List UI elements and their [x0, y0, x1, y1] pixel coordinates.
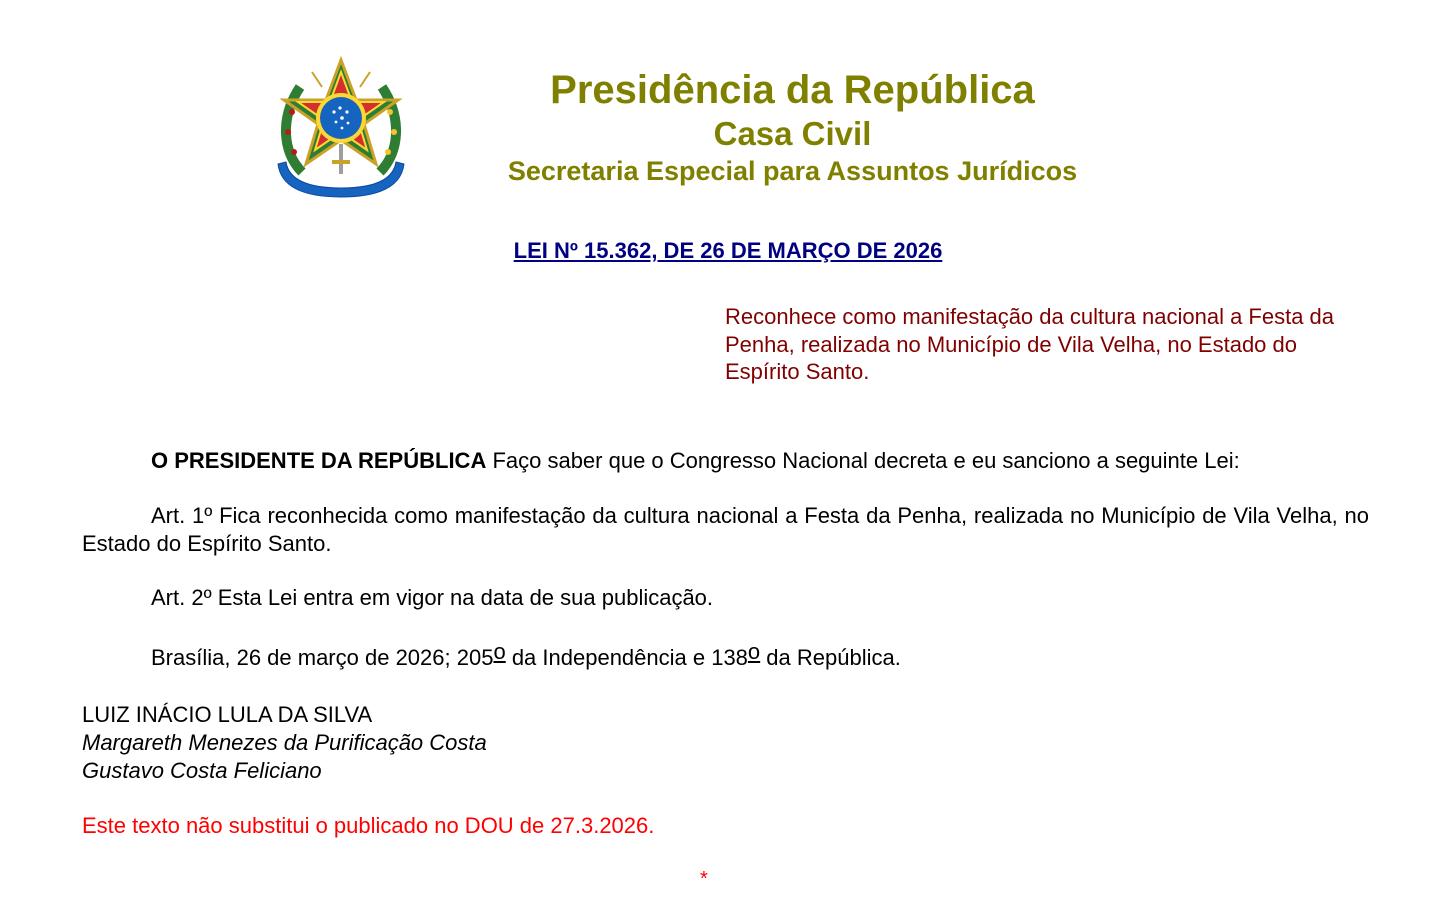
signature-president: LUIZ INÁCIO LULA DA SILVA	[82, 702, 373, 727]
date-part-3: da República.	[760, 645, 901, 670]
ordinal-indicator: o	[747, 639, 761, 664]
signatures-block	[82, 701, 487, 785]
header-presidencia: Presidência da República	[550, 68, 1035, 112]
header-secretaria: Secretaria Especial para Assuntos Jurídicos	[507, 156, 1078, 186]
date-part-1: Brasília, 26 de março de 2026; 205	[151, 645, 494, 670]
footer-asterisk: *	[700, 868, 708, 890]
signature-minister-1: Margareth Menezes da Purificação Costa	[82, 730, 487, 755]
law-ementa: Reconhece como manifestação da cultura nacional a Festa da Penha, realizada no Município de Vila Velha, no Estado do Espírito Santo.	[725, 304, 1335, 384]
date-part-2: da Independência e 138	[505, 645, 748, 670]
article-1: Art. 1º Fica reconhecida como manifestação da cultura nacional a Festa da Penha, realizada no Município de Vila Velha, no Estado do Espírito Santo.	[82, 503, 1369, 556]
article-2: Art. 2º Esta Lei entra em vigor na data de sua publicação.	[151, 585, 714, 610]
preamble-bold: O PRESIDENTE DA REPÚBLICA	[151, 448, 487, 473]
preamble-text: Faço saber que o Congresso Nacional decreta e eu sanciono a seguinte Lei:	[486, 448, 1240, 473]
date-line	[82, 640, 1369, 676]
law-title-link[interactable]: LEI Nº 15.362, DE 26 DE MARÇO DE 2026	[513, 238, 943, 263]
preamble-paragraph	[82, 447, 1369, 475]
dou-disclaimer: Este texto não substitui o publicado no DOU de 27.3.2026.	[82, 813, 655, 838]
ordinal-indicator: o	[493, 639, 506, 664]
brazil-coat-of-arms-icon	[272, 52, 410, 202]
signature-minister-2: Gustavo Costa Feliciano	[82, 758, 322, 783]
header-casa-civil: Casa Civil	[713, 115, 872, 152]
